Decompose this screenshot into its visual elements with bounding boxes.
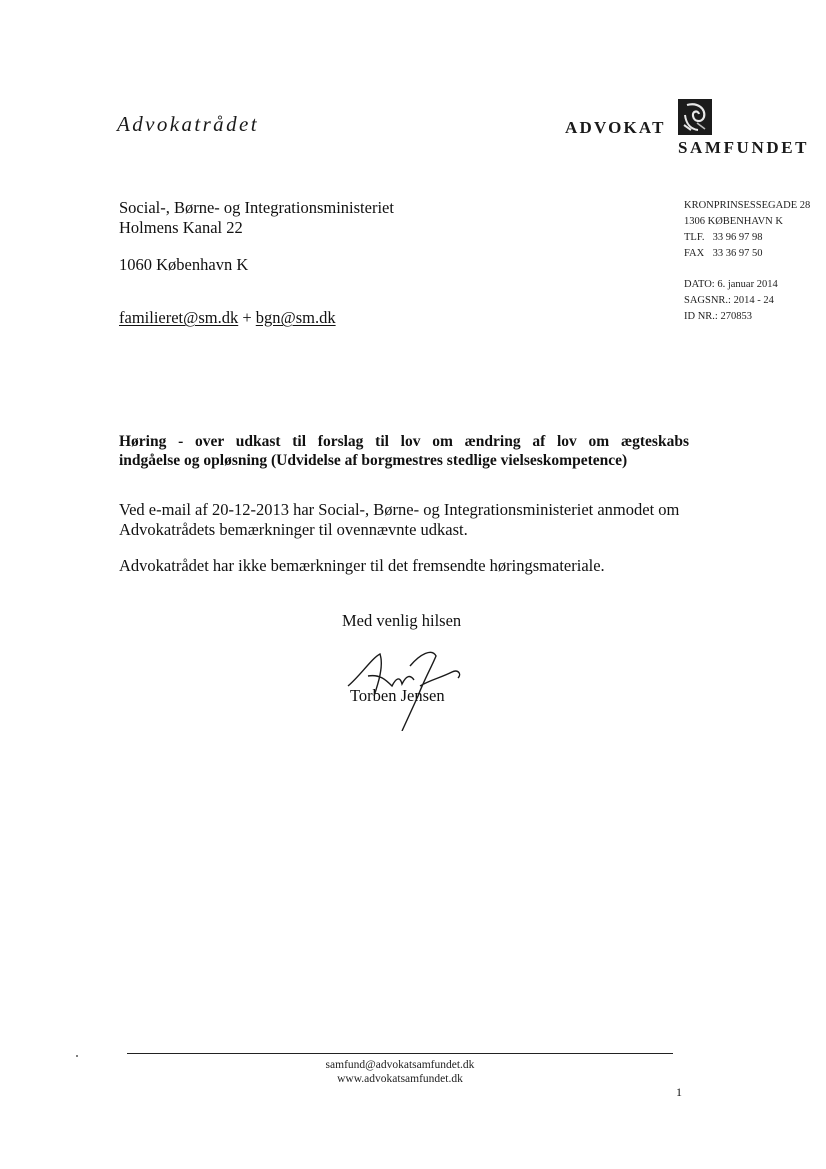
email-joiner: + (238, 308, 256, 327)
body-paragraph-2: Advokatrådet har ikke bemærkninger til det fremsendte høringsmateriale. (119, 556, 605, 575)
recipient-name: Social-, Børne- og Integrationsministeriet (119, 198, 394, 217)
phone-value: 33 96 97 98 (712, 232, 763, 243)
closing-greeting: Med venlig hilsen (342, 611, 462, 630)
letter-date: DATO: 6. januar 2014 (684, 279, 778, 290)
handwritten-signature (340, 636, 470, 731)
sender-city: 1306 KØBENHAVN K (684, 216, 783, 227)
footer-website[interactable]: www.advokatsamfundet.dk (337, 1073, 463, 1085)
logo-wordmark-top: ADVOKAT (565, 118, 666, 137)
recipient-email-link-1[interactable]: familieret@sm.dk (119, 308, 239, 327)
letter-metadata (684, 277, 778, 325)
phone-label: TLF. (684, 232, 705, 243)
body-paragraph-1: Ved e-mail af 20-12-2013 har Social-, Børne- og Integrationsministeriet anmodet om Advokatrådets bemærkninger til ovennævnte udkast. (119, 500, 680, 539)
case-number: SAGSNR.: 2014 - 24 (684, 295, 774, 306)
id-number: ID NR.: 270853 (684, 311, 752, 322)
recipient-postal: 1060 København K (119, 255, 249, 274)
sender-address (684, 198, 810, 262)
sender-street: KRONPRINSESSEGADE 28 (684, 200, 811, 211)
page-number: 1 (676, 1085, 682, 1099)
signer-name: Torben Jensen (350, 686, 445, 705)
fax-label: FAX (684, 248, 705, 259)
recipient-emails (119, 308, 336, 328)
recipient-email-link-2[interactable]: bgn@sm.dk (255, 308, 336, 327)
sender-phone (684, 230, 810, 246)
recipient-street: Holmens Kanal 22 (119, 218, 243, 237)
sender-fax (684, 246, 810, 262)
footer-email[interactable]: samfund@advokatsamfundet.dk (325, 1059, 475, 1071)
subject-heading (119, 432, 689, 470)
scan-speck (76, 1055, 78, 1057)
organization-name: Advokatrådet (117, 112, 259, 136)
logo-wordmark-bottom: SAMFUNDET (678, 138, 810, 157)
subject-line-1: Høring - over udkast til forslag til lov om ændring af lov om ægteskabs (119, 433, 689, 450)
fax-value: 33 36 97 50 (712, 248, 763, 259)
advokatsamfundet-emblem-icon (678, 99, 712, 135)
subject-line-2: indgåelse og opløsning (Udvidelse af borgmestres stedlige vielseskompetence) (119, 452, 628, 469)
footer-divider (127, 1053, 673, 1054)
recipient-address (119, 198, 394, 238)
